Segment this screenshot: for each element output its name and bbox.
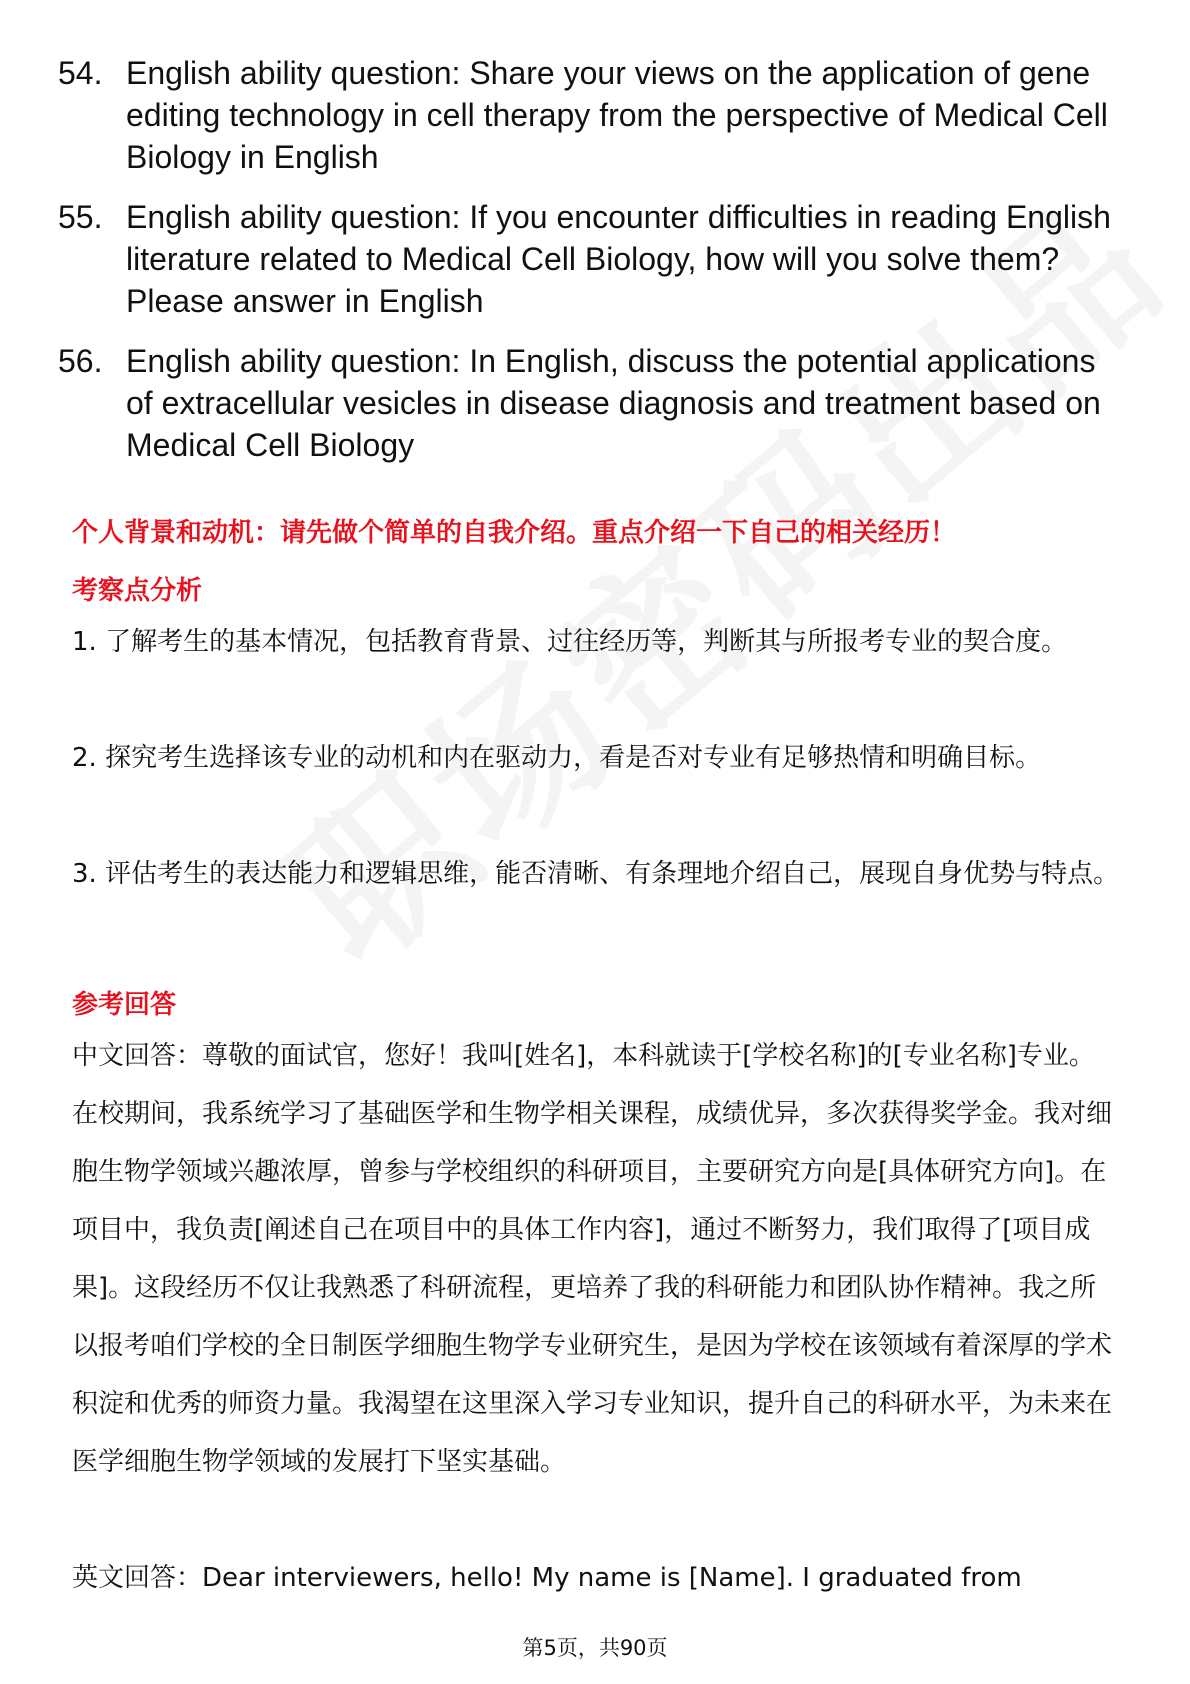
question-item <box>58 340 1128 466</box>
analysis-heading: 考察点分析 <box>72 576 203 606</box>
question-text: English ability question: In English, discuss the potential applications of extracellular vesicles in disease diagnosis and treatment based on Medical Cell Biology <box>126 343 1101 463</box>
english-answer: 英文回答：Dear interviewers, hello! My name is [Name]. I graduated from <box>72 1563 1022 1593</box>
analysis-point: 3. 评估考生的表达能力和逻辑思维，能否清晰、有条理地介绍自己，展现自身优势与特点。 <box>72 859 1120 889</box>
question-number: 56. <box>58 343 103 379</box>
question-item <box>58 196 1128 322</box>
question-number: 54. <box>58 55 103 91</box>
question-list <box>58 52 1128 484</box>
analysis-point: 2. 探究考生选择该专业的动机和内在驱动力，看是否对专业有足够热情和明确目标。 <box>72 743 1042 773</box>
answer-heading: 参考回答 <box>72 990 177 1020</box>
question-text: English ability question: Share your views on the application of gene editing technology in cell therapy from the perspective of Medical Cell Biology in English <box>126 55 1108 175</box>
chinese-answer: 中文回答：尊敬的面试官，您好！我叫[姓名]，本科就读于[学校名称]的[专业名称]专业。在校期间，我系统学习了基础医学和生物学相关课程，成绩优异，多次获得奖学金。我对细胞生物学领域兴趣浓厚，曾参与学校组织的科研项目，主要研究方向是[具体研究方向]。在项目中，我负责[阐述自己在项目中的具体工作内容]，通过不断努力，我们取得了[项目成果]。这段经历不仅让我熟悉了科研流程，更培养了我的科研能力和团队协作精神。我之所以报考咱们学校的全日制医学细胞生物学专业研究生，是因为学校在该领域有着深厚的学术积淀和优秀的师资力量。我渴望在这里深入学习专业知识，提升自己的科研水平，为未来在医学细胞生物学领域的发展打下坚实基础。 <box>72 1041 1113 1477</box>
question-number: 55. <box>58 199 103 235</box>
question-text: English ability question: If you encounter difficulties in reading English literature related to Medical Cell Biology, how will you solve them? Please answer in English <box>126 199 1111 319</box>
question-item <box>58 52 1128 178</box>
page-number: 第5页，共90页 <box>522 1636 668 1660</box>
interview-question-title: 个人背景和动机：请先做个简单的自我介绍。重点介绍一下自己的相关经历！ <box>72 518 957 548</box>
analysis-point: 1. 了解考生的基本情况，包括教育背景、过往经历等，判断其与所报考专业的契合度。 <box>72 627 1068 657</box>
